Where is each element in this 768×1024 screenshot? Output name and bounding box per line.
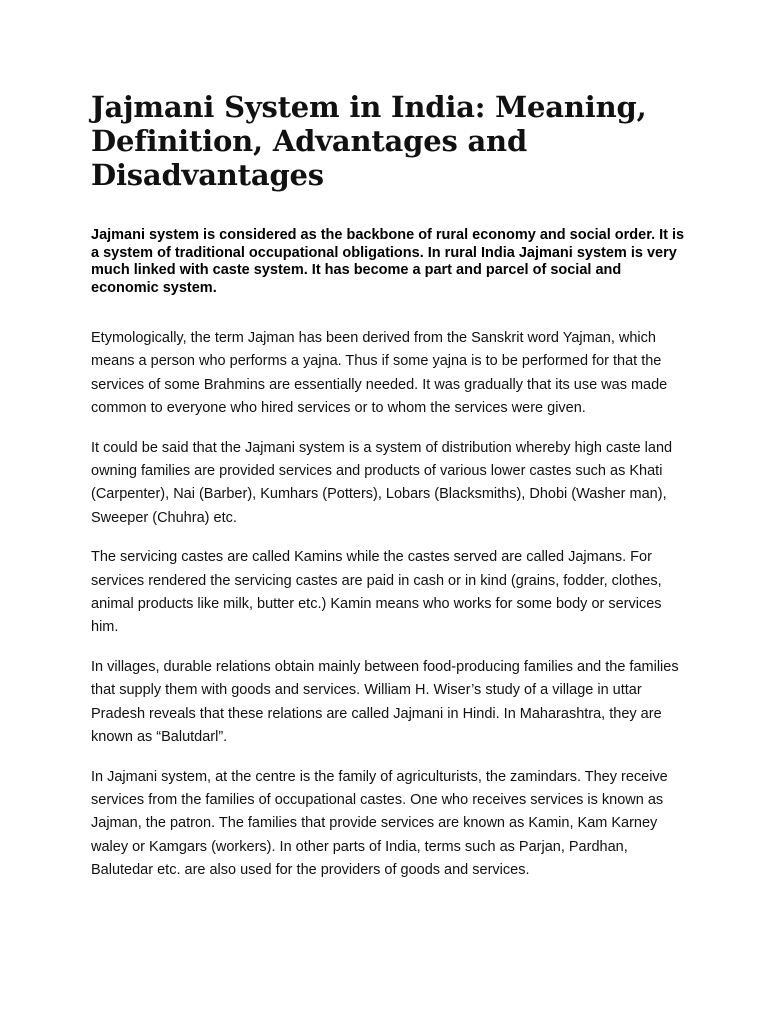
paragraph-etymology: Etymologically, the term Jajman has been derived from the Sanskrit word Yajman, which means a person who performs a yajna. Thus if some yajna is to be performed for that the services of some Brahmins are essentially needed. It was gradually that its use was made common to everyone who hired services or to whom the services were given. — [91, 330, 668, 417]
document-title: Jajmani System in India: Meaning, Definition, Advantages and Disadvantages — [91, 90, 647, 192]
paragraph-villages: In villages, durable relations obtain mainly between food-producing families and the families that supply them with goods and services. William H. Wiser’s study of a village in uttar Pradesh reveals that these relations are called Jajmani in Hindi. In Maharashtra, they are known as “Balutdarl”. — [91, 658, 679, 746]
document-page — [91, 0, 691, 883]
paragraph-distribution: It could be said that the Jajmani system is a system of distribution whereby high caste land owning families are provided services and products of various lower castes such as Khati (Carpenter), Nai (Barber), Kumhars (Potters), Lobars (Blacksmiths), Dhobi (Washer man), Sweeper (Chuhra) etc. — [91, 439, 673, 526]
lead-paragraph: Jajmani system is considered as the backbone of rural economy and social order. It is a system of traditional occupational obligations. In rural India Jajmani system is very much linked with caste system. It has become a part and parcel of social and economic system. — [91, 227, 685, 296]
paragraph-agriculturists: In Jajmani system, at the centre is the family of agriculturists, the zamindars. They receive services from the families of occupational castes. One who receives services is known as Jajman, the patron. The families that provide services are known as Kamin, Kam Karney waley or Kamgars (workers). In other parts of India, terms such as Parjan, Pardhan, Balutedar etc. are also used for the providers of goods and services. — [91, 768, 668, 879]
paragraph-kamins: The servicing castes are called Kamins while the castes served are called Jajmans. For services rendered the servicing castes are paid in cash or in kind (grains, fodder, clothes, animal products like milk, butter etc.) Kamin means who works for some body or services him. — [91, 549, 662, 636]
